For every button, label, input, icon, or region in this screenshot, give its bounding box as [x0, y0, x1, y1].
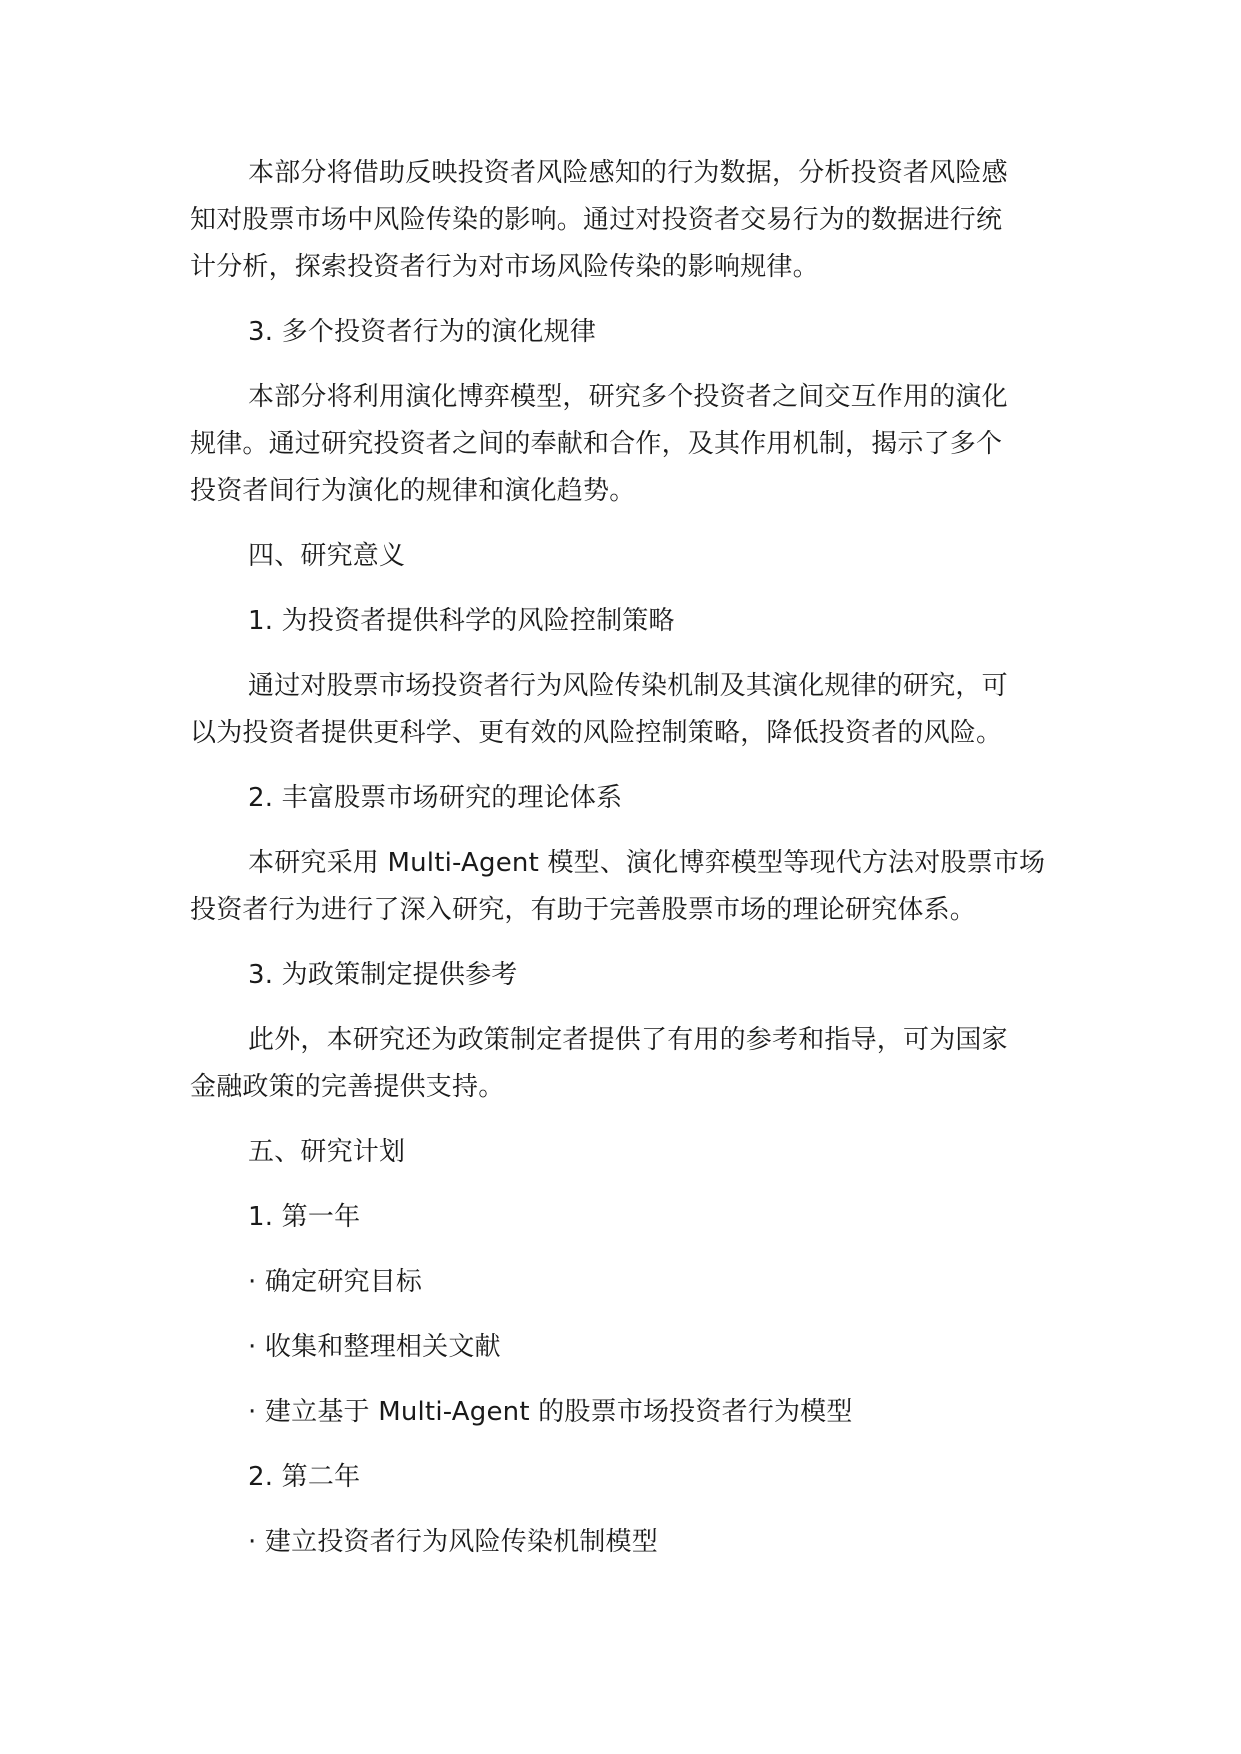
paragraph-line: 此外，本研究还为政策制定者提供了有用的参考和指导，可为国家 — [248, 1025, 1008, 1055]
paragraph-policy — [190, 1017, 1056, 1111]
paragraph-line: 本部分将借助反映投资者风险感知的行为数据，分析投资者风险感 — [248, 158, 1008, 188]
paragraph-line: 规律。通过研究投资者之间的奉献和合作，及其作用机制，揭示了多个 — [190, 429, 1003, 459]
section-heading: 3. 为政策制定提供参考 — [248, 960, 518, 990]
paragraph-line: 计分析，探索投资者行为对市场风险传染的影响规律。 — [190, 252, 819, 282]
paragraph-line: 通过对股票市场投资者行为风险传染机制及其演化规律的研究，可 — [248, 671, 1008, 701]
section-heading: 3. 多个投资者行为的演化规律 — [248, 317, 597, 347]
section-heading: 2. 丰富股票市场研究的理论体系 — [248, 783, 623, 813]
paragraph-theory — [190, 840, 1056, 934]
paragraph-risk-perception — [190, 150, 1056, 291]
paragraph-line: 知对股票市场中风险传染的影响。通过对投资者交易行为的数据进行统 — [190, 205, 1003, 235]
paragraph-line: 金融政策的完善提供支持。 — [190, 1072, 505, 1102]
paragraph-line: 以为投资者提供更科学、更有效的风险控制策略，降低投资者的风险。 — [190, 718, 1003, 748]
document-body — [190, 150, 1056, 1584]
plan-list-item: · 确定研究目标 — [248, 1267, 423, 1297]
paragraph-line: 本研究采用 Multi-Agent 模型、演化博弈模型等现代方法对股票市场 — [248, 848, 1046, 878]
paragraph-risk-control — [190, 663, 1056, 757]
paragraph-line: 本部分将利用演化博弈模型，研究多个投资者之间交互作用的演化 — [248, 382, 1008, 412]
plan-list-item: · 建立基于 Multi-Agent 的股票市场投资者行为模型 — [248, 1397, 853, 1427]
year-heading: 1. 第一年 — [248, 1202, 361, 1232]
plan-list-item: · 建立投资者行为风险传染机制模型 — [248, 1527, 658, 1557]
paragraph-line: 投资者间行为演化的规律和演化趋势。 — [190, 476, 636, 506]
paragraph-evolution — [190, 374, 1056, 515]
paragraph-line: 投资者行为进行了深入研究，有助于完善股票市场的理论研究体系。 — [190, 895, 977, 925]
section-heading: 1. 为投资者提供科学的风险控制策略 — [248, 606, 675, 636]
year-heading: 2. 第二年 — [248, 1462, 361, 1492]
chapter-heading: 四、研究意义 — [248, 541, 406, 571]
plan-list-item: · 收集和整理相关文献 — [248, 1332, 501, 1362]
chapter-heading: 五、研究计划 — [248, 1137, 406, 1167]
